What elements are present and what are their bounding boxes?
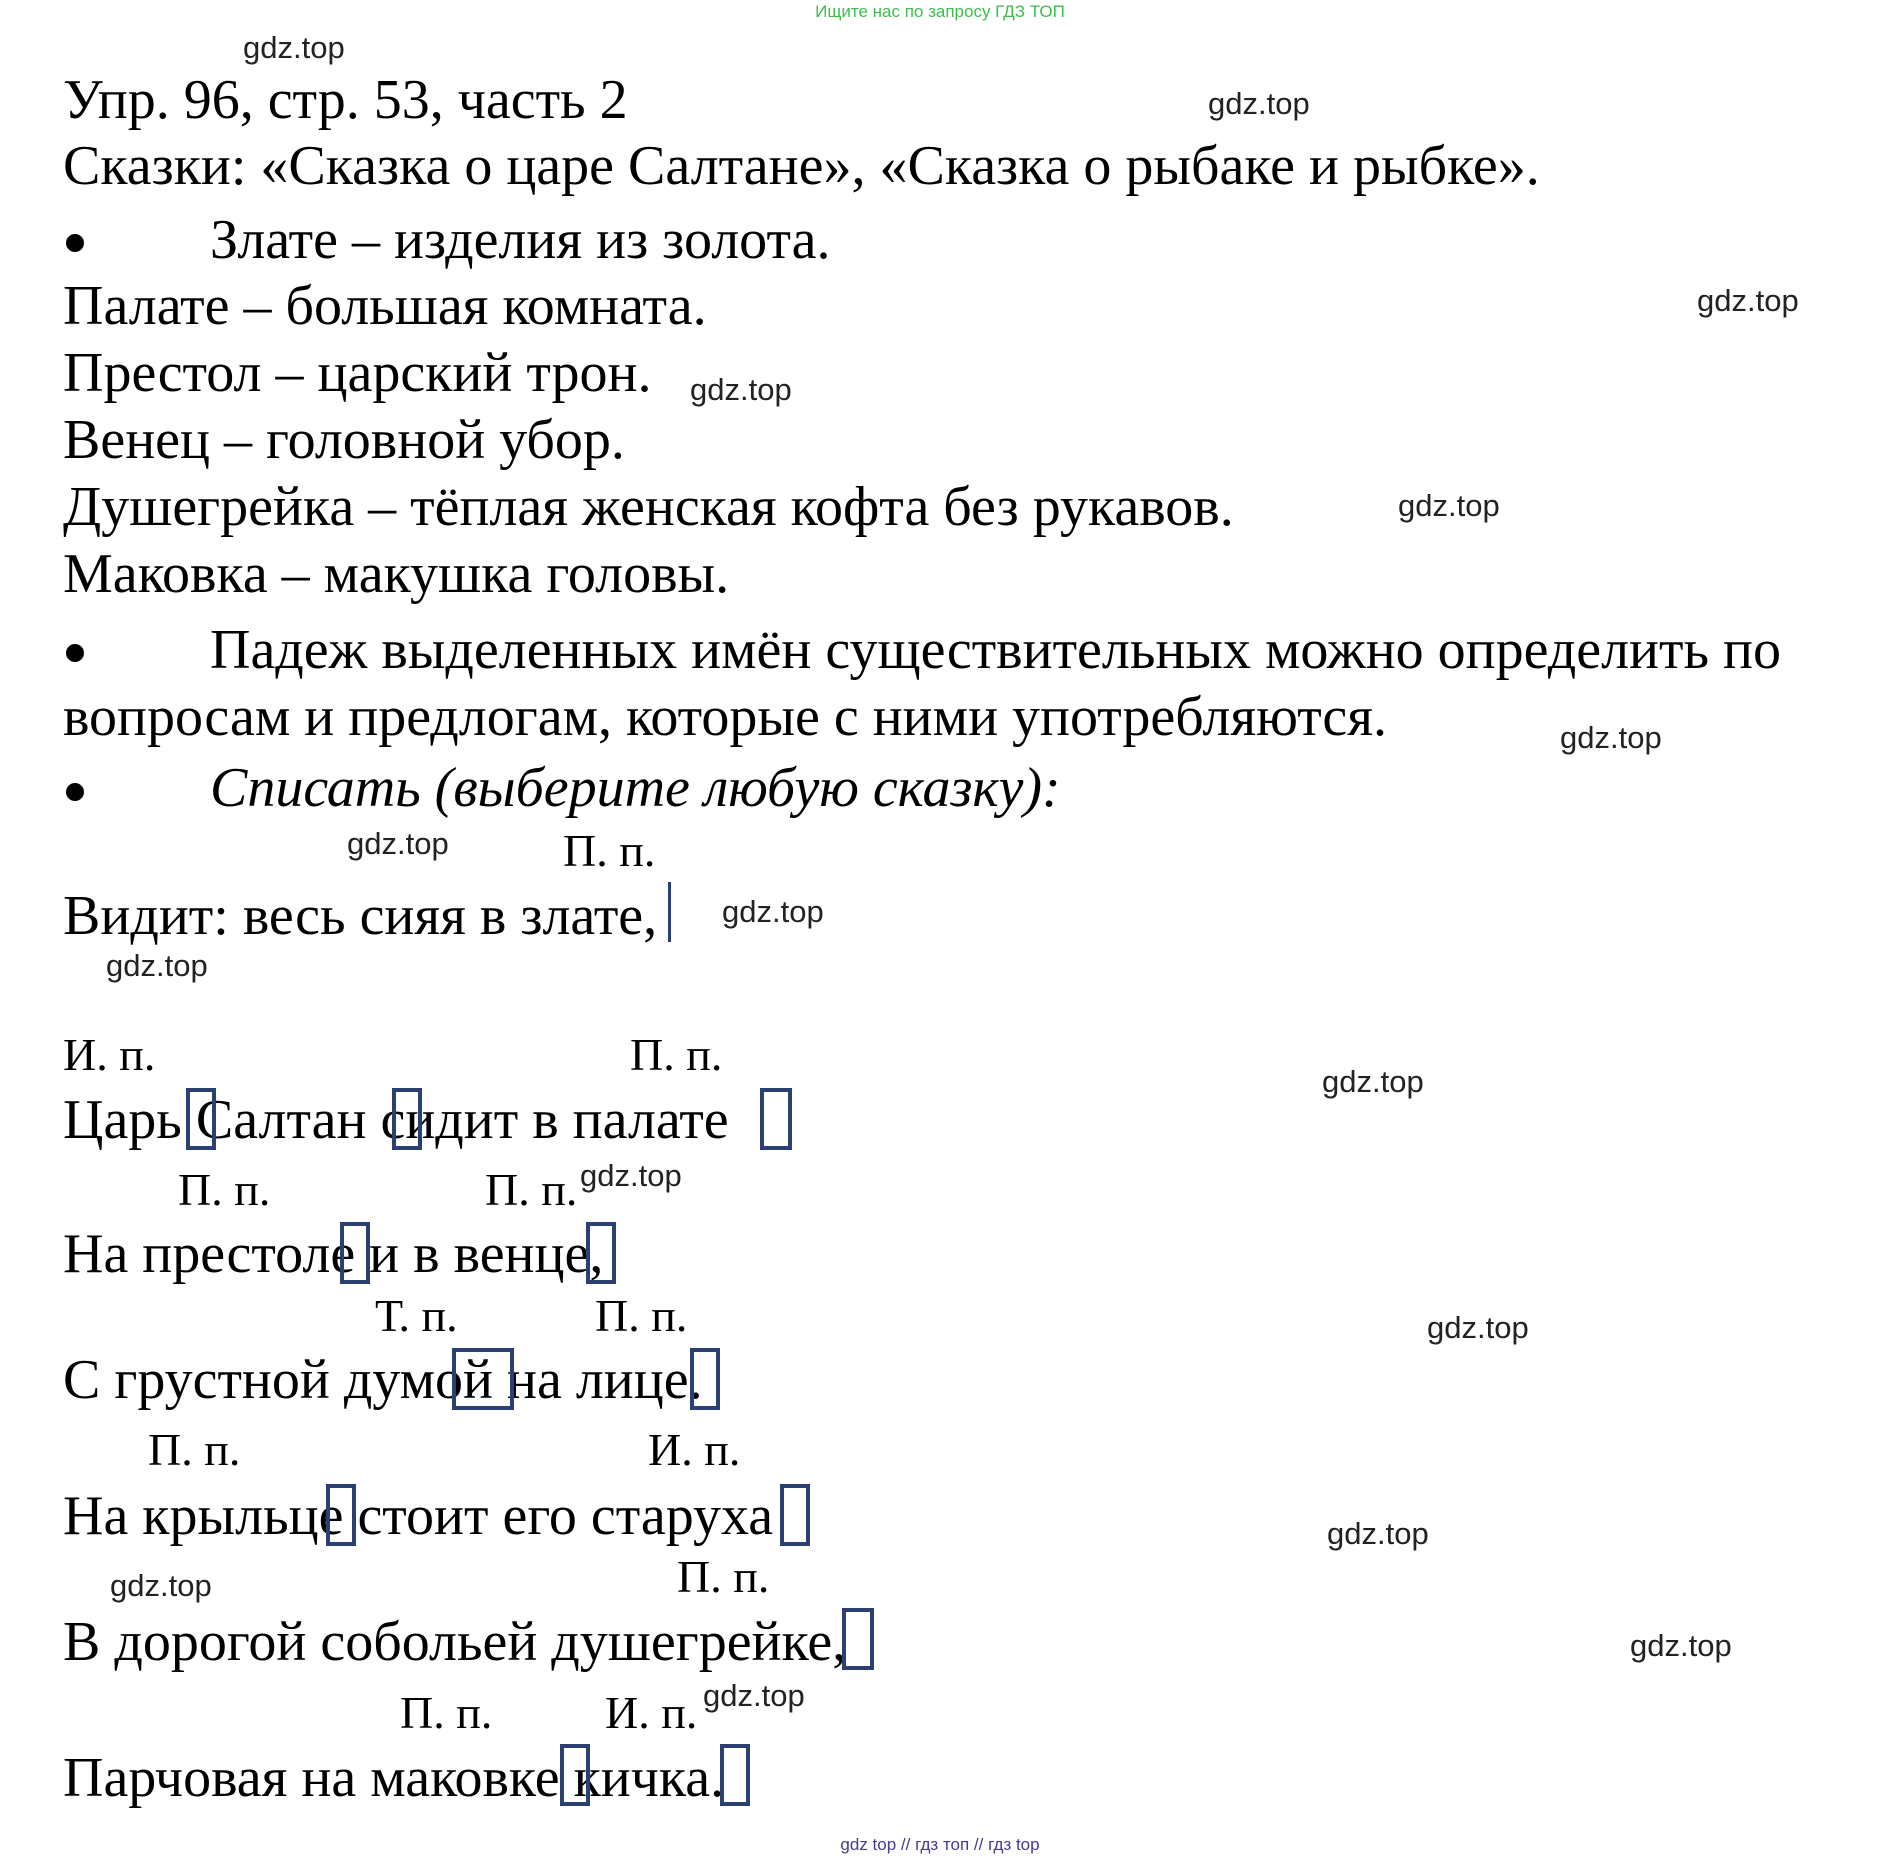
top-banner[interactable]: Ищите нас по запросу ГДЗ ТОП	[815, 2, 1065, 21]
ending-highlight	[760, 1088, 792, 1150]
case-label: И. п.	[648, 1424, 741, 1475]
case-label: П. п.	[595, 1290, 688, 1341]
watermark: gdz.top	[1322, 1064, 1424, 1099]
case-note-line1: Падеж выделенных имён существительных можно определить по	[210, 619, 1782, 681]
poem-line: Парчовая на маковке кичка.	[63, 1747, 725, 1809]
poem-line: Видит: весь сияя в злате,	[63, 885, 658, 947]
watermark: gdz.top	[243, 30, 345, 65]
case-label: П. п.	[400, 1687, 493, 1738]
ending-highlight	[186, 1088, 216, 1150]
glossary-item: Престол – царский трон.	[63, 342, 652, 404]
poem-line: На престоле и в венце,	[63, 1223, 604, 1285]
bullet-copy-task	[66, 783, 84, 801]
poem-line: Царь Салтан сидит в палате	[63, 1089, 729, 1151]
case-label: П. п.	[485, 1164, 578, 1215]
watermark: gdz.top	[106, 948, 208, 983]
glossary-item: Палате – большая комната.	[63, 275, 707, 337]
case-label: П. п.	[178, 1164, 271, 1215]
watermark: gdz.top	[690, 372, 792, 407]
case-label: П. п.	[630, 1029, 723, 1080]
ending-highlight	[340, 1222, 370, 1284]
watermark: gdz.top	[1398, 488, 1500, 523]
exercise-title: Упр. 96, стр. 53, часть 2	[63, 69, 628, 131]
case-note-line2: вопросам и предлогам, которые с ними употребляются.	[63, 686, 1387, 748]
watermark: gdz.top	[1208, 86, 1310, 121]
bullet-case-note	[66, 644, 84, 662]
watermark: gdz.top	[110, 1568, 212, 1603]
watermark: gdz.top	[1630, 1628, 1732, 1663]
case-label: П. п.	[148, 1424, 241, 1475]
bullet-glossary	[66, 234, 84, 252]
ending-highlight	[586, 1222, 616, 1284]
text-cursor	[668, 882, 671, 942]
watermark: gdz.top	[703, 1678, 805, 1713]
bottom-banner[interactable]: gdz top // гдз топ // гдз top	[840, 1835, 1040, 1854]
tales-line: Сказки: «Сказка о царе Салтане», «Сказка о рыбаке и рыбке».	[63, 135, 1540, 197]
glossary-item: Венец – головной убор.	[63, 409, 625, 471]
ending-highlight	[842, 1608, 874, 1670]
watermark: gdz.top	[347, 826, 449, 861]
ending-highlight	[690, 1348, 720, 1410]
ending-highlight	[452, 1348, 514, 1410]
watermark: gdz.top	[1427, 1310, 1529, 1345]
watermark: gdz.top	[1327, 1516, 1429, 1551]
ending-highlight	[326, 1484, 356, 1546]
case-label: Т. п.	[375, 1290, 458, 1341]
case-label: И. п.	[605, 1687, 698, 1738]
glossary-item: Злате – изделия из золота.	[210, 209, 831, 271]
case-label: П. п.	[677, 1551, 770, 1602]
copy-task-text: Списать (выберите любую сказку)	[210, 757, 1043, 819]
ending-highlight	[392, 1088, 422, 1150]
case-label: И. п.	[63, 1029, 156, 1080]
poem-line: С грустной думой на лице.	[63, 1349, 703, 1411]
copy-task	[210, 757, 1061, 819]
poem-line: В дорогой собольей душегрейке,	[63, 1611, 847, 1673]
case-label: П. п.	[563, 825, 656, 876]
ending-highlight	[720, 1744, 750, 1806]
watermark: gdz.top	[1560, 720, 1662, 755]
glossary-item: Душегрейка – тёплая женская кофта без рукавов.	[63, 476, 1234, 538]
watermark: gdz.top	[580, 1158, 682, 1193]
watermark: gdz.top	[1697, 283, 1799, 318]
ending-highlight	[780, 1484, 810, 1546]
copy-task-colon: :	[1042, 757, 1061, 819]
glossary-item: Маковка – макушка головы.	[63, 543, 730, 605]
watermark: gdz.top	[722, 894, 824, 929]
ending-highlight	[560, 1744, 590, 1806]
poem-line: На крыльце стоит его старуха	[63, 1485, 774, 1547]
